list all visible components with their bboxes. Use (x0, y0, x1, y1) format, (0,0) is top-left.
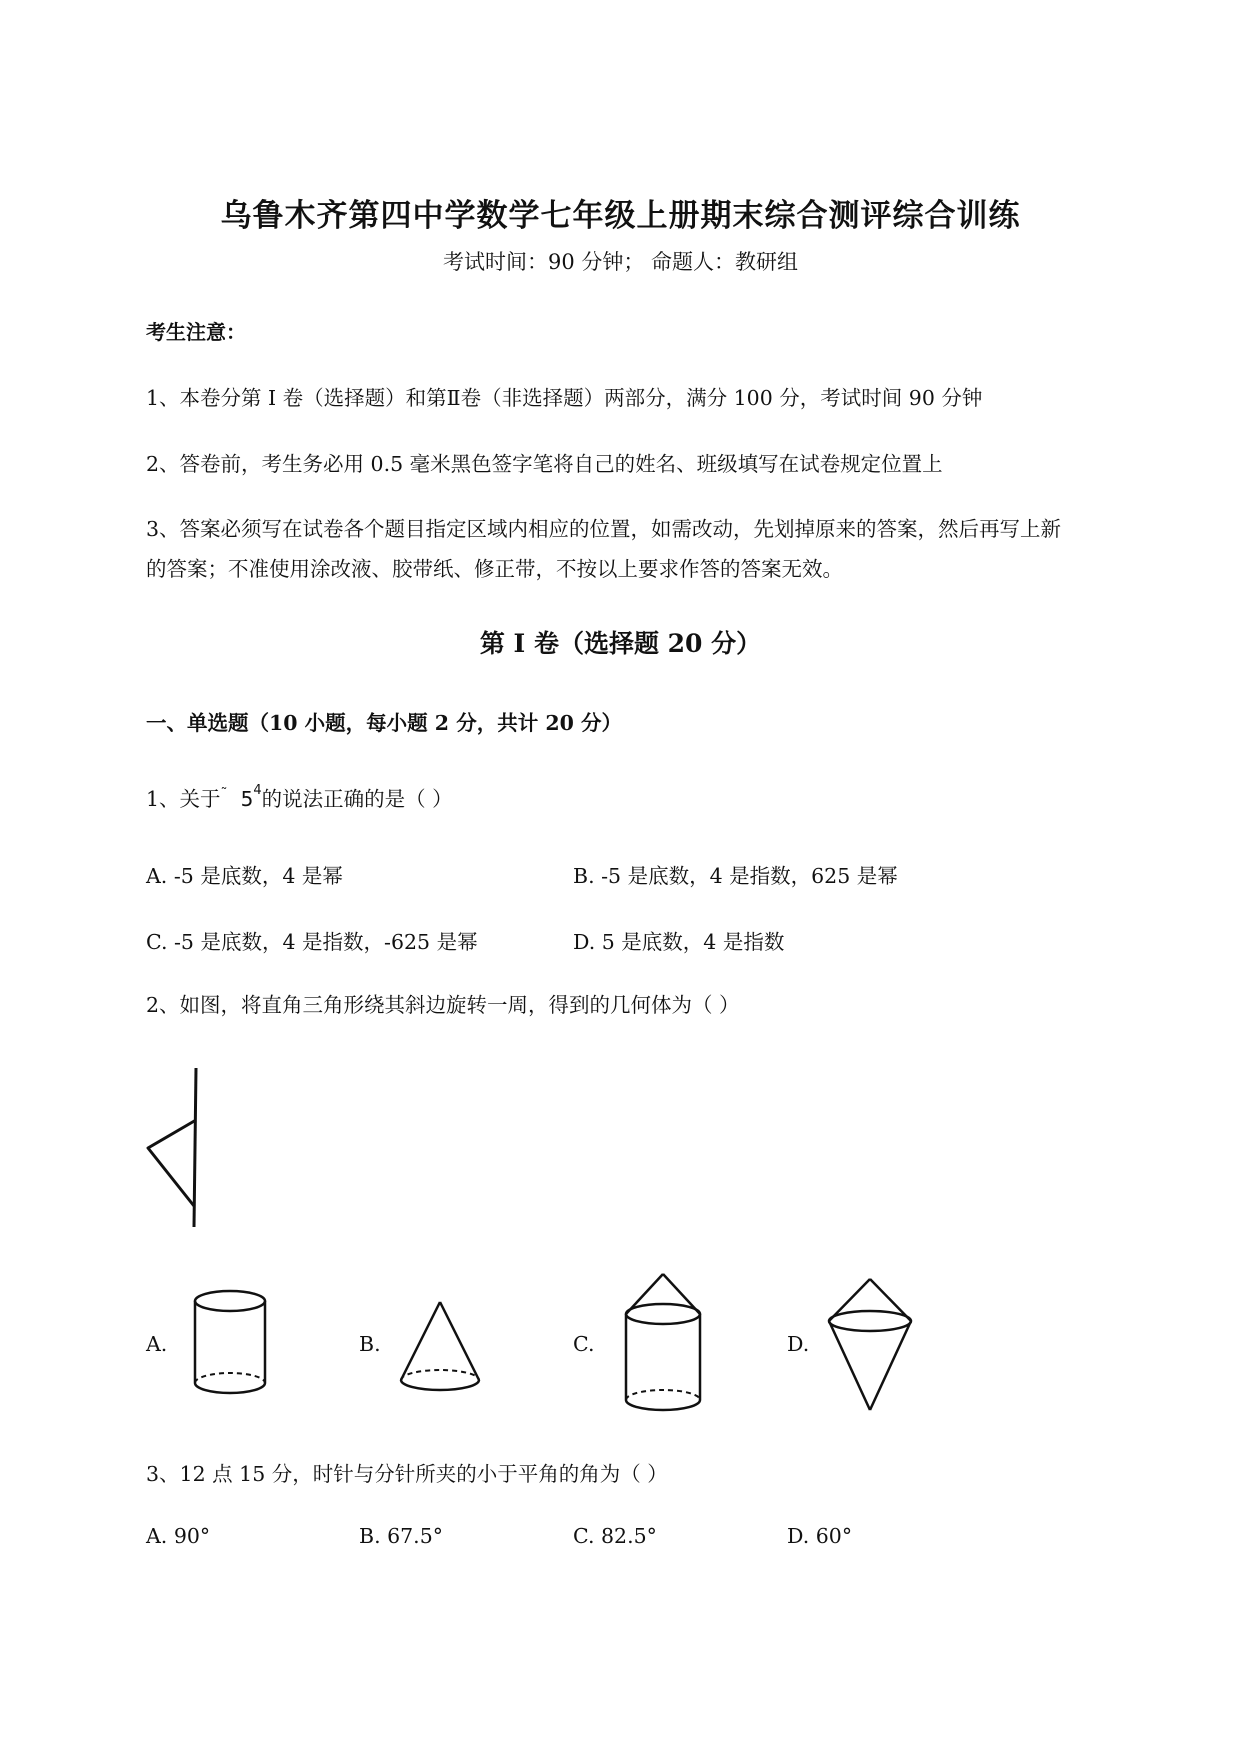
notice-item-3-continued: 的答案；不准使用涂改液、胶带纸、修正带，不按以上要求作答的答案无效。 (146, 557, 843, 581)
question-1 (146, 782, 453, 812)
question-1-base: 5 (240, 787, 254, 811)
cone-figure (395, 1298, 485, 1400)
q1-option-c: C. -5 是底数，4 是指数，-625 是幂 (146, 930, 478, 954)
notice-item-2: 2、答卷前，考生务必用 0.5 毫米黑色签字笔将自己的姓名、班级填写在试卷规定位置上 (146, 452, 943, 476)
part-heading: 一、单选题（10 小题，每小题 2 分，共计 20 分） (146, 711, 623, 735)
question-3: 3、12 点 15 分，时针与分针所夹的小于平角的角为（ ） (146, 1462, 668, 1486)
cone-on-cylinder-figure (618, 1270, 708, 1415)
document-title: 乌鲁木齐第四中学数学七年级上册期末综合测评综合训练 (220, 198, 1021, 234)
q2-option-d-label: D. (787, 1332, 810, 1356)
q2-option-b-label: B. (359, 1332, 381, 1356)
q3-option-d: D. 60° (787, 1524, 853, 1548)
notice-item-1: 1、本卷分第 I 卷（选择题）和第Ⅱ卷（非选择题）两部分，满分 100 分，考试时间 90 分钟 (146, 386, 983, 410)
question-1-exponent: 4 (253, 783, 262, 798)
notice-item-3: 3、答案必须写在试卷各个题目指定区域内相应的位置，如需改动，先划掉原来的答案，然后再写上新 (146, 517, 1062, 541)
q3-option-b: B. 67.5° (359, 1524, 443, 1548)
q1-option-a: A. -5 是底数，4 是幂 (146, 864, 343, 888)
question-1-tilde: ˜ (220, 786, 228, 802)
q2-option-a-label: A. (146, 1332, 168, 1356)
question-1-suffix: 的说法正确的是（ ） (261, 787, 453, 811)
notice-heading: 考生注意： (146, 320, 246, 344)
q1-option-b: B. -5 是底数，4 是指数，625 是幂 (573, 864, 898, 888)
section-title: 第 I 卷（选择题 20 分） (479, 629, 762, 658)
question-1-prefix: 1、关于 (146, 787, 221, 811)
cylinder-figure (190, 1288, 270, 1398)
q3-option-a: A. 90° (146, 1524, 211, 1548)
question-2: 2、如图，将直角三角形绕其斜边旋转一周，得到的几何体为（ ） (146, 993, 740, 1017)
q2-triangle-figure (140, 1065, 210, 1230)
q3-option-c: C. 82.5° (573, 1524, 657, 1548)
q1-option-d: D. 5 是底数，4 是指数 (573, 930, 785, 954)
q2-option-c-label: C. (573, 1332, 595, 1356)
exam-info: 考试时间：90 分钟； 命题人：教研组 (442, 250, 799, 274)
double-cone-figure (824, 1276, 916, 1416)
